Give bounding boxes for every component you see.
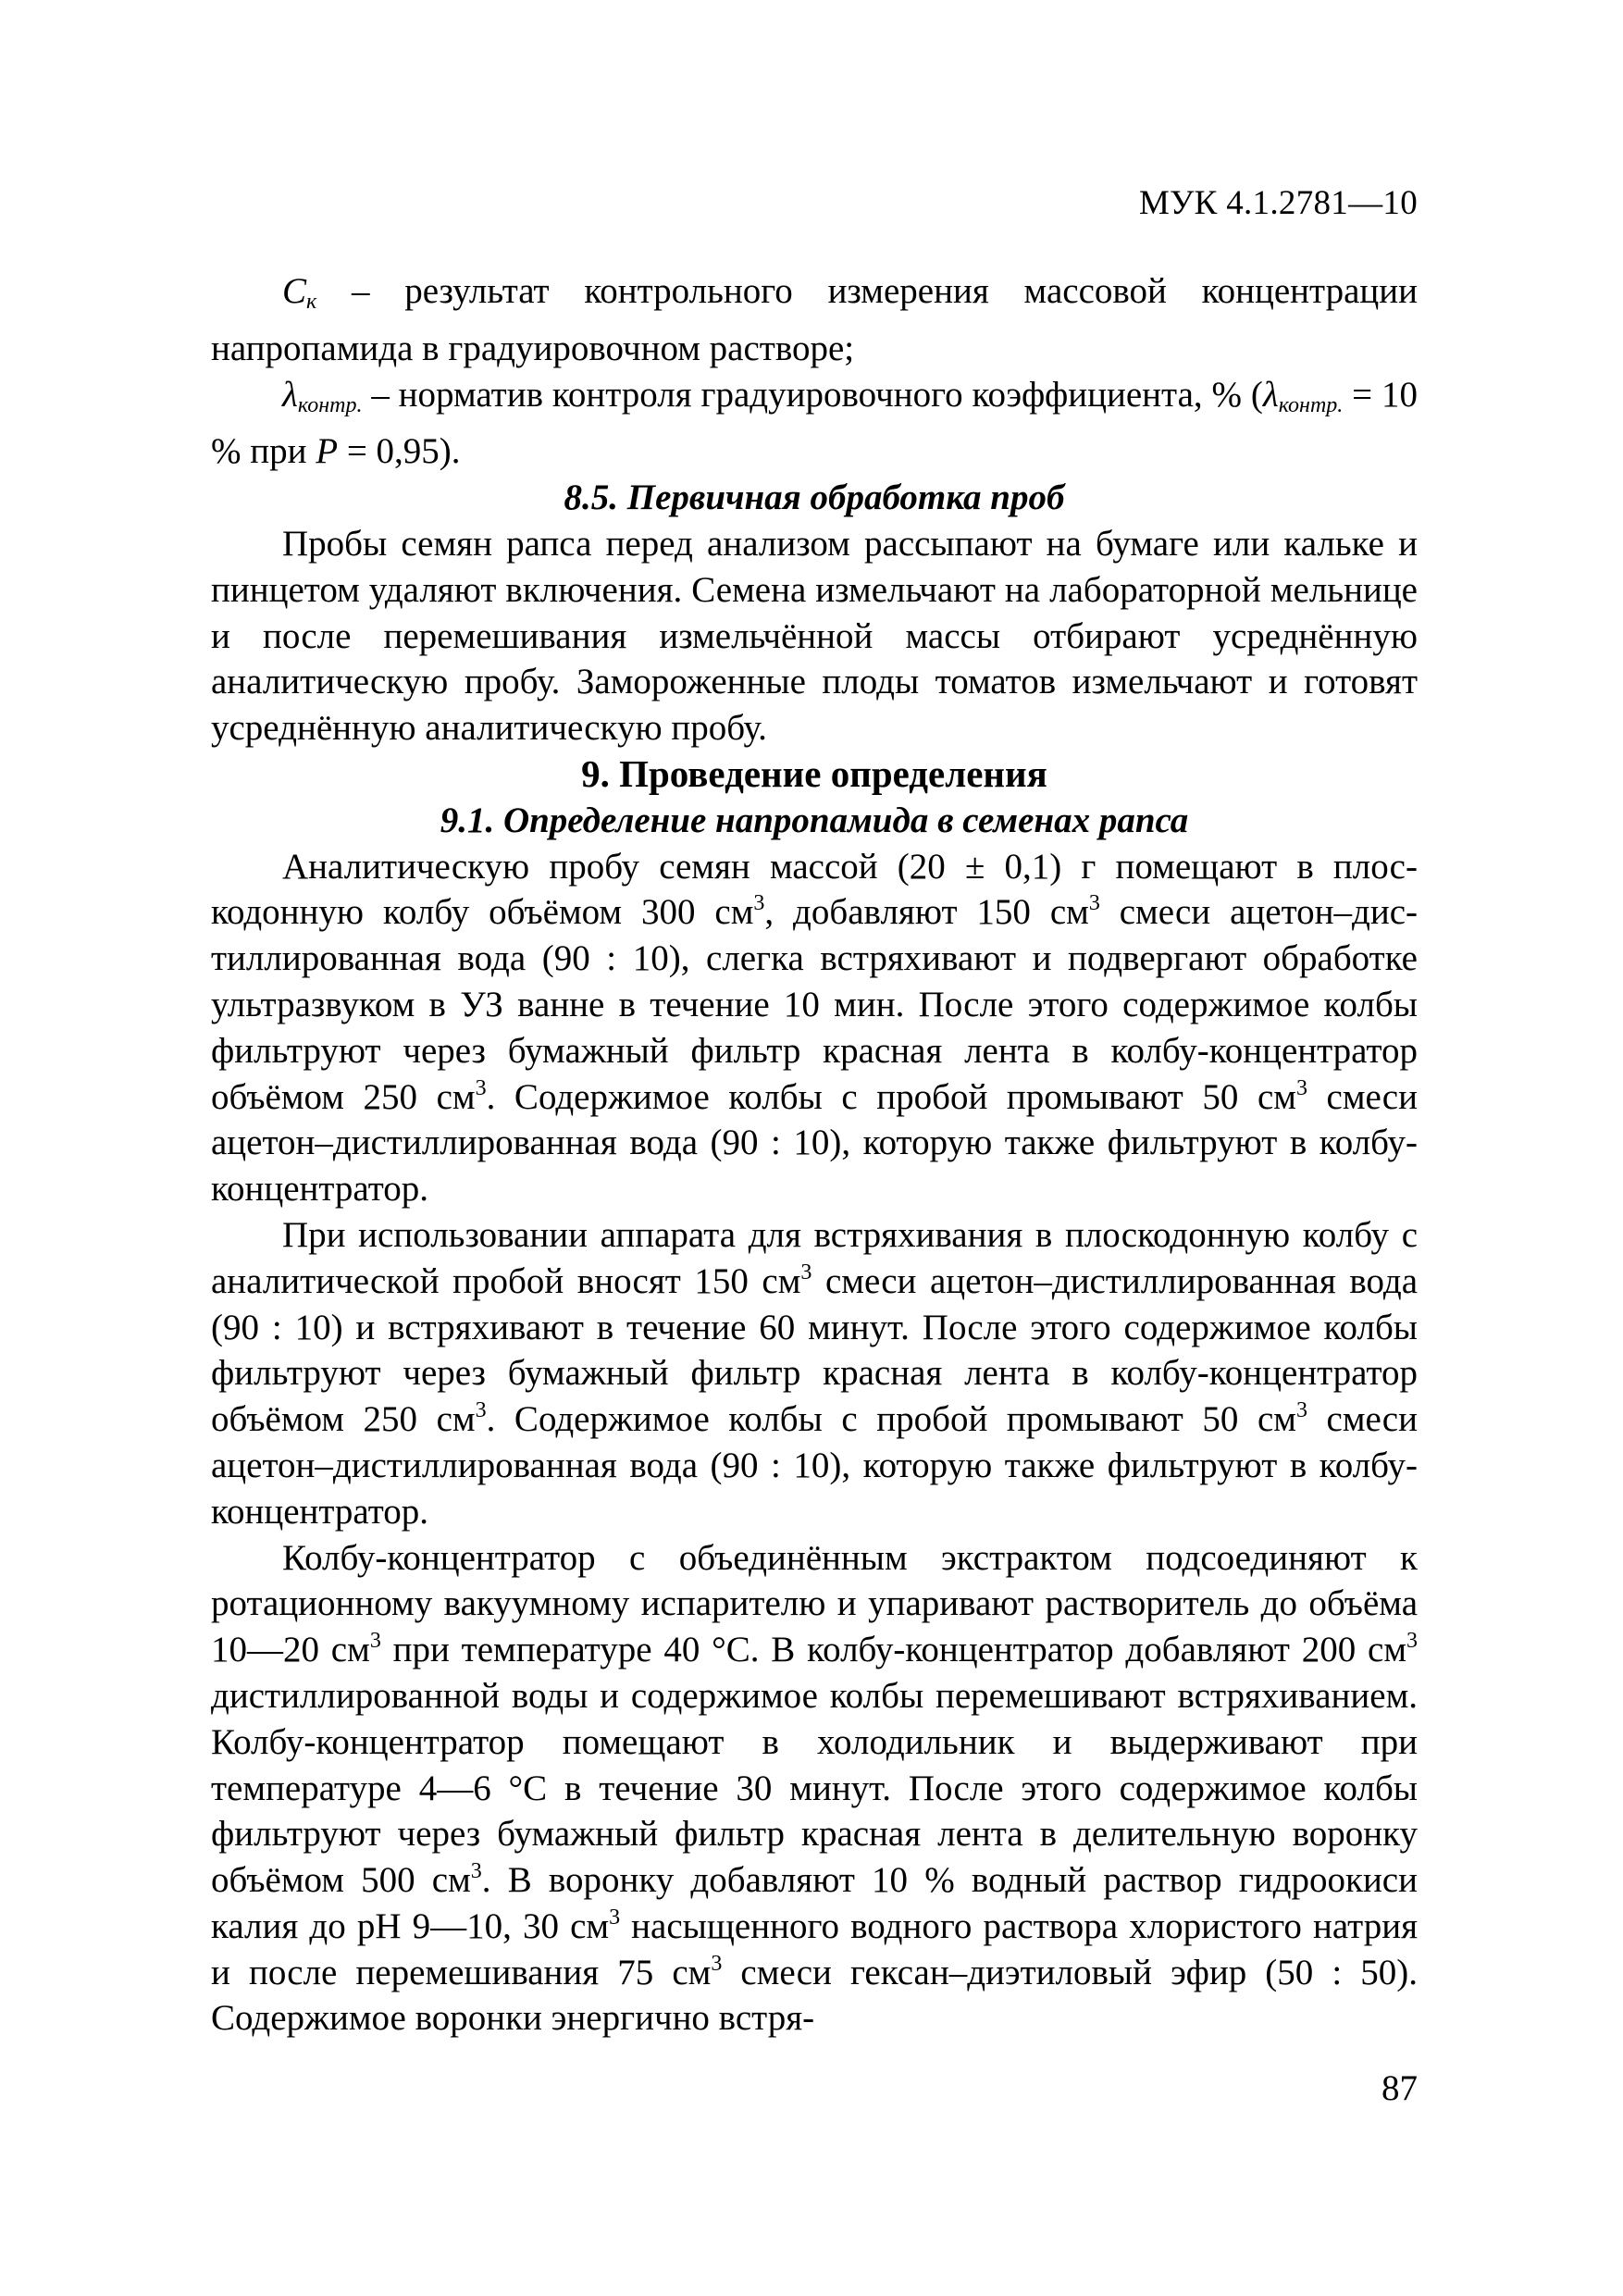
section-9-heading: 9. Проведение определения [581, 751, 1047, 795]
lambda-eq-text: = 10 % при [211, 374, 1418, 472]
superscript: 3 [1295, 1398, 1307, 1423]
p-symbol: P [316, 431, 339, 472]
text-run: смеси ацетон–дистиллированная вода (90 : 10) и встряхивают в течение 60 минут. После этого содержимое колбы фильтруют через бумажный фильтр красная лента в колбу-концентратор объёмом 250 см [211, 1260, 1418, 1440]
paragraph-3 [211, 1535, 1418, 2042]
page-content [211, 268, 1418, 2042]
text-run: При использовании аппарата для встряхивания в плоскодонную колбу с аналитической пробой вносят 150 см [211, 1214, 1418, 1301]
superscript: 3 [470, 1859, 482, 1884]
text-run: смеси гексан–диэтиловый эфир (50 : 50). Содержимое воронки энергично встря- [211, 1952, 1419, 2039]
section-8-5-heading: 8.5. Первичная обработка проб [564, 478, 1065, 518]
text-run: смеси ацетон–дистиллированная вода (90 : 10), которую также фильтруют в колбу-концентратор. [211, 1076, 1418, 1210]
lambda-symbol: λ [282, 374, 298, 415]
definition-ck [211, 268, 1418, 372]
section-8-5-paragraph: Пробы семян рапса перед анализом рассыпают на бумаге или кальке и пинцетом удаляют включения. Семена измельчают на лабораторной мельнице и после перемешивания измельчённой массы отбирают усреднённую аналитическую пробу. Замороженные плоды томатов измельчают и готовят усреднённую аналитическую пробу. [211, 523, 1418, 749]
superscript: 3 [1406, 1629, 1419, 1654]
superscript: 3 [369, 1629, 381, 1654]
text-run: смеси ацетон–дистиллированная вода (90 : 10), которую также фильтруют в колбу-концентратор. [211, 1399, 1418, 1532]
superscript: 3 [609, 1905, 621, 1930]
superscript: 3 [1088, 891, 1100, 916]
superscript: 3 [475, 1075, 487, 1100]
superscript: 3 [800, 1260, 812, 1285]
superscript: 3 [1295, 1075, 1307, 1100]
superscript: 3 [753, 891, 765, 916]
ck-subscript: к [306, 290, 317, 314]
text-run: , добавляют 150 см [764, 892, 1089, 933]
lambda-eq-subscript: контр. [1278, 392, 1344, 417]
lambda-eq-symbol: λ [1262, 374, 1279, 415]
superscript: 3 [475, 1398, 487, 1423]
text-run: . Содержимое колбы с пробой промывают 50 см [486, 1076, 1296, 1117]
ck-text: – результат контрольного измерения массовой концентрации напропамида в градуировочном растворе; [211, 271, 1418, 368]
text-run: дистиллированной воды и содержимое колбы перемешивают встряхиванием. Колбу-концентратор помещают в холодильник и выдерживают при температуре 4—6 °С в течение 30 минут. После этого содержимое колбы фильтруют через бумажный фильтр красная лента в делительную воронку объёмом 500 см [211, 1675, 1418, 1901]
text-run: . Содержимое колбы с пробой промывают 50 см [486, 1399, 1296, 1440]
text-run: насыщенного водного раствора хлористого натрия и после перемешивания 75 см [211, 1905, 1419, 1992]
document-code: МУК 4.1.2781—10 [1138, 184, 1418, 222]
paragraph-2 [211, 1212, 1418, 1535]
text-run: Колбу-концентратор с объединённым экстрактом подсоединяют к ротационному вакуумному испарителю и упаривают растворитель до объёма 10—20 см [211, 1537, 1418, 1670]
ck-symbol: C [282, 271, 307, 311]
text-run: смеси ацетон–дистиллированная вода (90 : 10), слегка встряхивают и подвергают обработке ультразвуком в УЗ ванне в течение 10 мин. После этого содержимое колбы фильтруют через бумажный фильтр красная лента в колбу-концентратор объёмом 250 см [211, 892, 1419, 1117]
lambda-text: – норматив контроля градуировочного коэффициента, % ( [362, 374, 1263, 415]
text-run: при температуре 40 °С. В колбу-концентратор добавляют 200 см [380, 1630, 1407, 1670]
section-9-1-heading: 9.1. Определение напропамида в семенах рапса [440, 800, 1189, 840]
text-run: Аналитическую пробу семян массой (20 ± 0,1) г помещают в плоскодонную колбу объёмом 300 см [211, 846, 1418, 933]
paragraph-1 [211, 844, 1418, 1212]
page-number: 87 [1381, 2068, 1418, 2108]
text-run: . В воронку добавляют 10 % водный раствор гидроокиси калия до рН 9—10, 30 см [211, 1860, 1418, 1946]
lambda-subscript: контр. [297, 392, 363, 417]
definition-lambda [211, 372, 1418, 476]
superscript: 3 [711, 1951, 723, 1976]
p-value: = 0,95). [338, 431, 461, 472]
